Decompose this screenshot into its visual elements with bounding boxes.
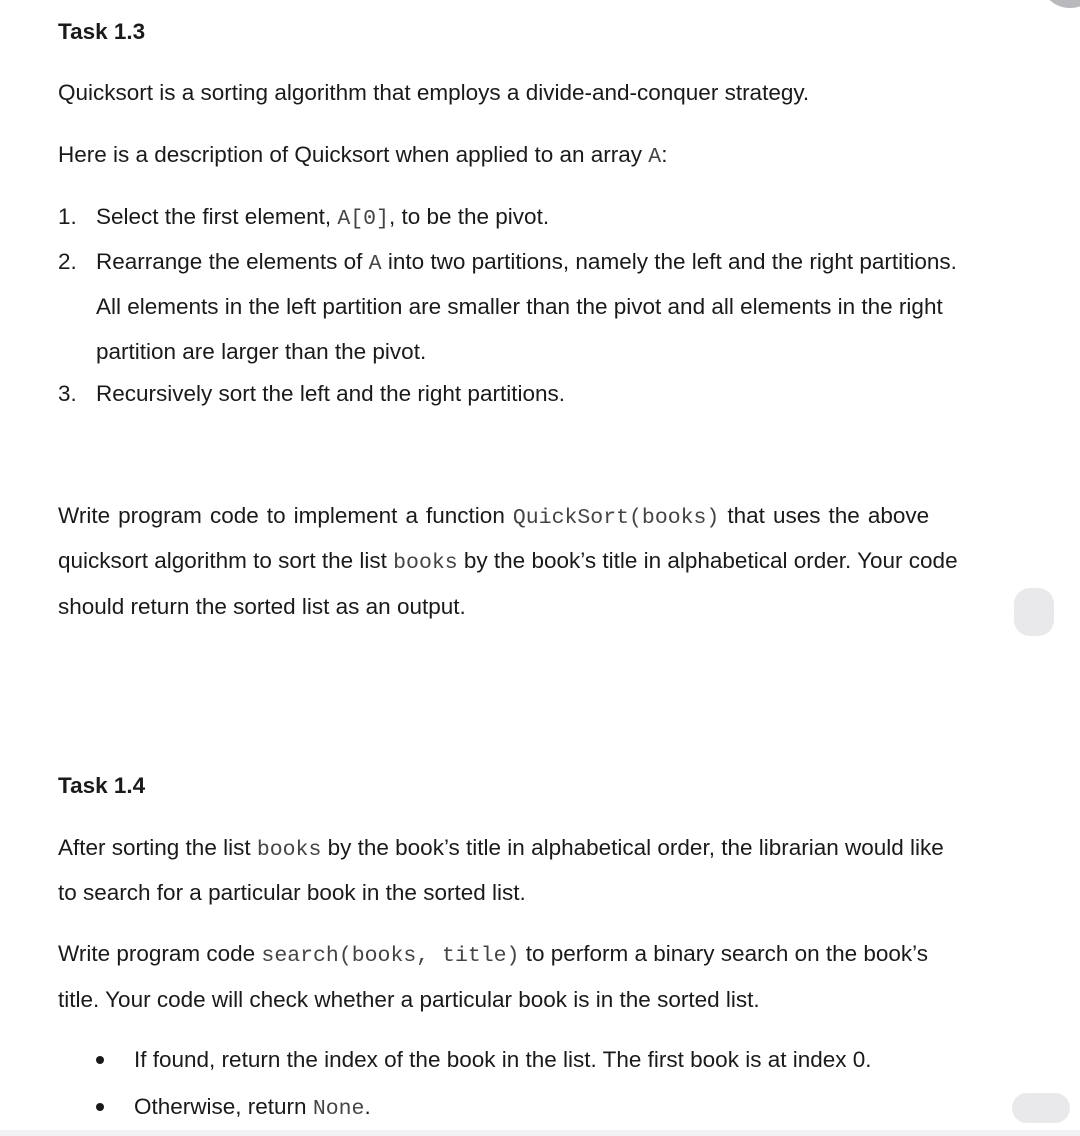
step-code: A[0] (337, 207, 389, 231)
books-code: books (256, 838, 322, 862)
paragraph-text: by the book’s title in alphabetical order. Your code (457, 548, 958, 573)
step-text: Rearrange the elements of (96, 249, 369, 274)
bullet-found: If found, return the index of the book in the list. The first book is at index 0. (134, 1047, 872, 1072)
task-1-4-heading: Task 1.4 (58, 773, 146, 798)
step-text: , to be the pivot. (388, 204, 550, 229)
binary-search-line-1 (58, 941, 928, 968)
step-number: 2. (58, 249, 77, 274)
step-2-line-2: All elements in the left partition are smaller than the pivot and all elements in the right (96, 294, 943, 319)
bullet-icon (96, 1103, 104, 1111)
bullet-period: . (364, 1094, 371, 1119)
step-text: Recursively sort the left and the right partitions. (96, 381, 565, 406)
step-text: into two partitions, namely the left and the right partitions. (381, 249, 957, 274)
paragraph-text: by the book’s title in alphabetical order, the librarian would like (321, 835, 944, 860)
search-paragraph-line-2: to search for a particular book in the sorted list. (58, 880, 526, 905)
search-paragraph-line-1 (58, 835, 944, 862)
corner-decoration (1040, 0, 1080, 8)
task-1-3-heading: Task 1.3 (58, 19, 146, 44)
step-number: 3. (58, 381, 77, 406)
quicksort-intro: Quicksort is a sorting algorithm that employs a divide-and-conquer strategy. (58, 80, 810, 105)
write-paragraph-line-1 (58, 503, 929, 530)
step-code: A (368, 252, 382, 276)
paragraph-text: to perform a binary search on the book’s (519, 941, 929, 966)
step-3 (58, 381, 565, 407)
none-code: None (312, 1097, 365, 1121)
paragraph-text: Write program code to implement a function (58, 503, 513, 528)
step-number: 1. (58, 204, 77, 229)
description-colon: : (661, 142, 668, 167)
paragraph-text: quicksort algorithm to sort the list (58, 548, 394, 573)
paragraph-text: that uses the above (719, 503, 930, 528)
books-code: books (393, 551, 458, 575)
step-1 (58, 204, 549, 231)
step-2-line-3: partition are larger than the pivot. (96, 339, 427, 364)
paragraph-text: Write program code (58, 941, 262, 966)
binary-search-line-2: title. Your code will check whether a particular book is in the sorted list. (58, 987, 760, 1012)
write-paragraph-line-3: should return the sorted list as an output. (58, 594, 466, 619)
quicksort-function-code: QuickSort(books) (512, 506, 720, 530)
step-2 (58, 249, 957, 276)
bottom-edge-decoration (0, 1130, 1080, 1136)
quicksort-description (58, 142, 667, 169)
bullet-text: Otherwise, return (134, 1094, 313, 1119)
write-paragraph-line-2 (58, 548, 958, 575)
scroll-handle-decoration (1014, 588, 1054, 636)
bullet-icon (96, 1056, 104, 1064)
pill-decoration (1012, 1093, 1070, 1123)
bullet-otherwise (134, 1094, 371, 1121)
search-function-code: search(books, title) (261, 944, 520, 968)
paragraph-text: After sorting the list (58, 835, 257, 860)
step-text: Select the first element, (96, 204, 338, 229)
array-code: A (648, 145, 662, 169)
description-text: Here is a description of Quicksort when applied to an array (58, 142, 649, 167)
